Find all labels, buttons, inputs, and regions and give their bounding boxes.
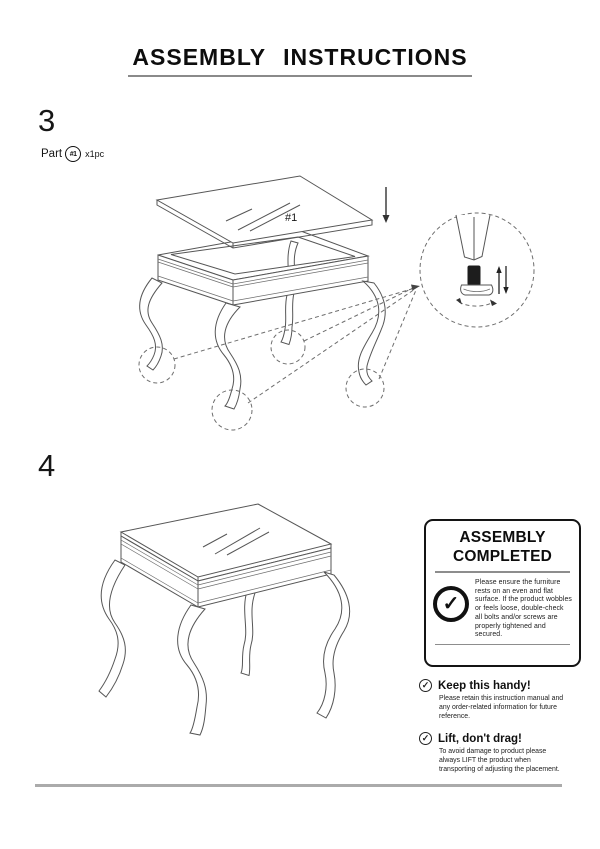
leveler-bolt xyxy=(468,266,480,285)
step-4-number: 4 xyxy=(38,448,56,483)
assembly-completed-title-line1: ASSEMBLY xyxy=(459,529,546,546)
part-quantity-label: x1pc xyxy=(85,149,105,159)
assembly-completed-box xyxy=(424,519,581,667)
step-3-number: 3 xyxy=(38,103,56,138)
assembly-completed-title-line2: COMPLETED xyxy=(452,548,553,565)
check-glyph: ✓ xyxy=(421,733,430,743)
check-circle-icon xyxy=(419,732,432,745)
rotate-arrow-icon xyxy=(456,298,497,306)
note-body: Please retain this instruction manual and any order-related information for future reference. xyxy=(439,695,564,720)
table-back-leg xyxy=(241,591,255,676)
leader-arrowhead-icon xyxy=(411,285,420,291)
table-front-leg xyxy=(178,605,207,735)
table-apron-frame xyxy=(158,230,368,305)
foot-callout-circles xyxy=(139,330,384,430)
check-glyph: ✓ xyxy=(442,593,460,615)
note-body: To avoid damage to product please always LIFT the product when transporting of adjusting the placement. xyxy=(439,748,560,773)
glass-top-panel xyxy=(157,176,372,248)
step-4-diagram xyxy=(55,487,390,762)
note-lift-dont-drag xyxy=(419,732,584,774)
page-bottom-divider xyxy=(35,784,562,787)
table-right-leg xyxy=(317,572,350,718)
note-keep-this-handy xyxy=(419,679,584,721)
box-divider-bottom xyxy=(435,644,570,646)
leg-leveler-detail-circle xyxy=(420,213,534,327)
part-number-badge: #1 xyxy=(65,146,81,162)
glass-part-label: #1 xyxy=(285,212,298,224)
table-front-leg xyxy=(215,303,241,409)
step-3-part-line xyxy=(41,146,104,162)
check-glyph: ✓ xyxy=(421,680,430,690)
table-top-and-apron xyxy=(121,504,331,607)
table-left-leg xyxy=(99,560,125,697)
page-header xyxy=(0,44,600,77)
check-circle-icon xyxy=(419,679,432,692)
part-prefix-label: Part xyxy=(41,148,63,160)
page-title: ASSEMBLY INSTRUCTIONS xyxy=(128,44,471,77)
table-left-leg xyxy=(140,278,163,370)
assembly-completed-body: Please ensure the furniture rests on an even and flat surface. If the product wobbles or feels loose, double-check all bolts and/or screws are properly tightened and secured. xyxy=(475,579,572,639)
step-3-diagram xyxy=(100,163,545,448)
check-circle-icon xyxy=(433,586,469,622)
assembly-completed-title xyxy=(426,528,579,566)
note-title: Keep this handy! xyxy=(438,679,531,692)
down-arrow-icon xyxy=(383,187,390,223)
note-title: Lift, don't drag! xyxy=(438,732,522,745)
up-down-arrows-icon xyxy=(496,266,508,294)
